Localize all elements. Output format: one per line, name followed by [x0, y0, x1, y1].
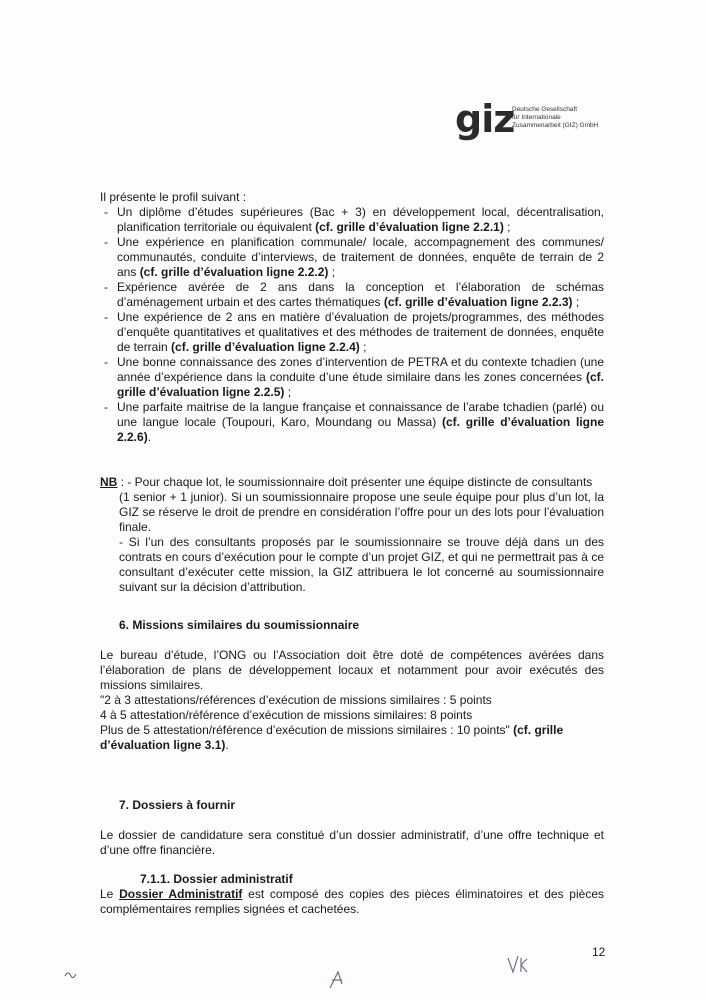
- profile-list: [100, 205, 604, 445]
- scoring-line: 4 à 5 attestation/référence d’exécution de missions similaires: 8 points: [100, 708, 473, 722]
- section-6-paragraph: Le bureau d’étude, l’ONG ou l’Association doit être doté de compétences avérées dans l’élaboration de plans de développement locaux et notamment pour avoir exécutés des missions similaires.: [100, 648, 604, 692]
- logo-line: für Internationale: [512, 114, 561, 121]
- logo-line: Zusammenarbeit (GIZ) GmbH: [512, 122, 599, 129]
- logo-line: Deutsche Gesellschaft: [512, 106, 578, 113]
- nb-second-point: - Si l’un des consultants proposés par le soumissionnaire se trouve déjà dans un des contrats en cours d’exécution pour le compte d’un projet GIZ, et qui ne permettrait pas à ce consultant d’exécuter cette mission, la GIZ attribuera le lot concerné au soumissionnaire suivant sur la décision d’attribution.: [119, 535, 604, 594]
- subsection-title: 7.1.1. Dossier administratif: [140, 872, 293, 886]
- list-item: - Une bonne connaissance des zones d’intervention de PETRA et du contexte tchadien (une année d’expérience dans la conduite d’une étude similaire dans les zones concernées (cf. grille d’évaluation ligne 2.2.5) ;: [100, 355, 604, 400]
- document-body: [100, 190, 604, 917]
- dossier-term: Dossier Administratif: [119, 887, 243, 901]
- giz-logo: [455, 97, 615, 141]
- list-item: - Une parfaite maitrise de la langue française et connaissance de l’arabe tchadien (parlé) ou une langue locale (Toupouri, Karo, Moundang ou Massa) (cf. grille d’évaluation ligne 2.2.6).: [100, 400, 604, 445]
- page-number: 12: [592, 945, 606, 959]
- section-7-paragraph: Le dossier de candidature sera constitué d’un dossier administratif, d’une offre technique et d’une offre financière.: [100, 828, 604, 857]
- list-item: - Un diplôme d’études supérieures (Bac + 3) en développement local, décentralisation, planification territoriale ou équivalent (cf. grille d’évaluation ligne 2.2.1) ;: [100, 205, 604, 235]
- list-item: - Une expérience de 2 ans en matière d’évaluation de projets/programmes, des méthodes d’enquête quantitatives et qualitatives et des méthodes de traitement de données, enquête de terrain (cf. grille d’évaluation ligne 2.2.4) ;: [100, 310, 604, 355]
- initials-mark: [62, 968, 80, 982]
- nb-note: NB : - Pour chaque lot, le soumissionnaire doit présenter une équipe distincte de consultants: [100, 475, 593, 489]
- profile-intro: Il présente le profil suivant :: [100, 190, 247, 204]
- nb-label: NB: [100, 475, 118, 489]
- logo-mark: giz: [455, 97, 515, 141]
- subsection-paragraph: Le Dossier Administratif est composé des copies des pièces éliminatoires et des pièces complémentaires remplies signées et cachetées.: [100, 887, 604, 916]
- section-7-title: 7. Dossiers à fournir: [119, 798, 236, 812]
- bleed-through-logo: [200, 40, 260, 70]
- list-item: - Une expérience en planification communale/ locale, accompagnement des communes/ communautés, conduite d’interviews, de traitement de données, enquête de terrain de 2 ans (cf. grille d’évaluation ligne 2.2.2) ;: [100, 235, 604, 280]
- list-item: - Expérience avérée de 2 ans dans la conception et l’élaboration de schémas d’aménagement urbain et des cartes thématiques (cf. grille d’évaluation ligne 2.2.3) ;: [100, 280, 604, 310]
- logo-text: [512, 106, 598, 130]
- section-6-title: 6. Missions similaires du soumissionnaire: [119, 618, 360, 632]
- nb-continuation: (1 senior + 1 junior). Si un soumissionnaire propose une seule équipe pour plus d’un lot, la GIZ se réserve le droit de prendre en considération l’offre pour un des lots pour l’évaluation finale.: [119, 490, 604, 534]
- scoring-line: Plus de 5 attestation/référence d’exécution de missions similaires : 10 points" (cf. grille d’évaluation ligne 3.1).: [100, 723, 564, 752]
- scoring-line: "2 à 3 attestations/références d’exécution de missions similaires : 5 points: [100, 693, 492, 707]
- initials-mark: [326, 968, 348, 992]
- initials-mark: [505, 952, 533, 976]
